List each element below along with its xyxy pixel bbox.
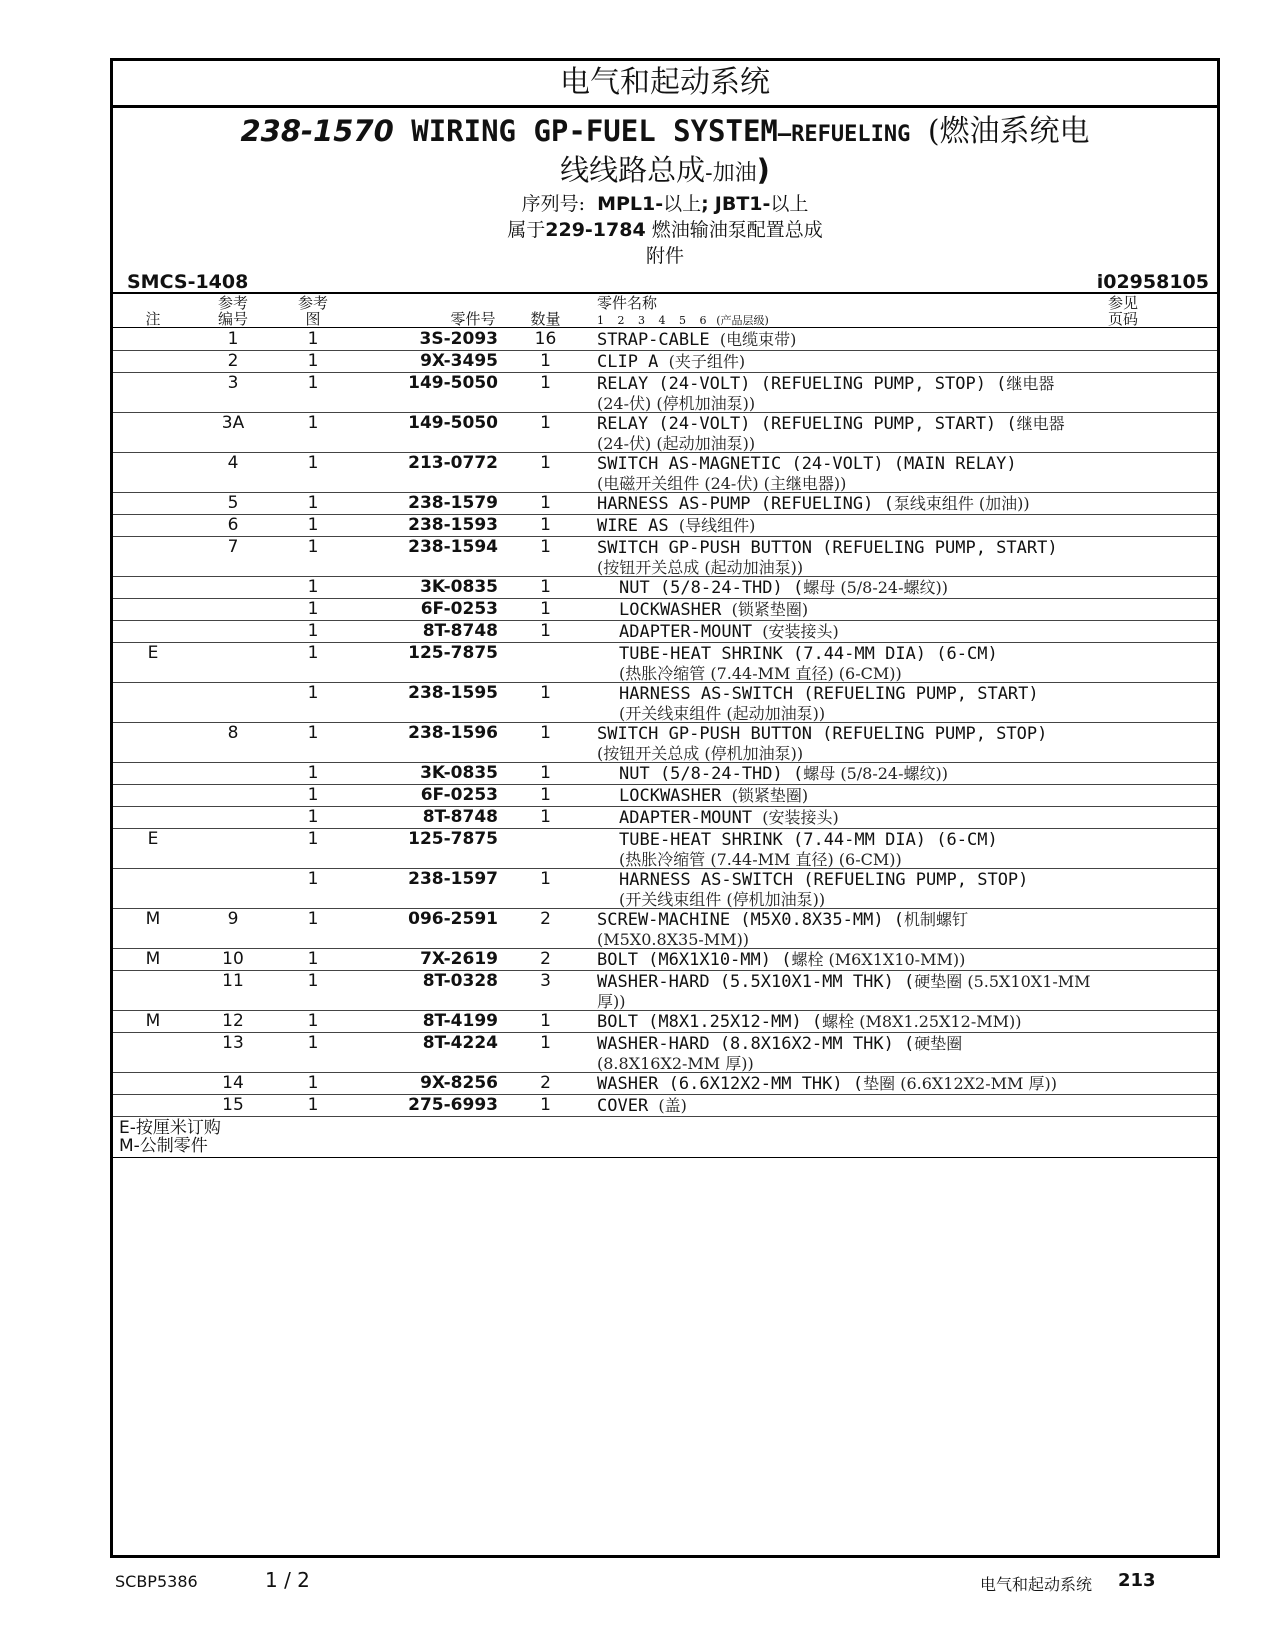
- part-number-cell: 3K-0835: [420, 577, 498, 597]
- title-cn-open: (燃油系统电: [927, 114, 1090, 149]
- part-number-cell: 125-7875: [408, 643, 498, 663]
- belongs-line: [113, 217, 1217, 243]
- description-en: RELAY (24-VOLT) (REFUELING PUMP, STOP) (: [597, 374, 1007, 394]
- quantity-cell: 1: [540, 373, 551, 393]
- description-en: HARNESS AS-SWITCH (REFUELING PUMP, STOP): [619, 870, 1029, 890]
- ref-number-cell: 12: [222, 1011, 244, 1031]
- description-cn-line2: (热胀冷缩管 (7.44-MM 直径) (6-CM)): [619, 850, 902, 869]
- table-row: [113, 515, 1217, 537]
- table-row: [113, 643, 1217, 683]
- ref-number-cell: 15: [222, 1095, 244, 1115]
- header-see-page: 参见 页码: [1107, 294, 1138, 328]
- description-cell: [597, 538, 1117, 577]
- description-en: HARNESS AS-PUMP (REFUELING) (: [597, 494, 894, 514]
- part-number-cell: 9X-3495: [420, 351, 498, 371]
- table-row: [113, 329, 1217, 351]
- part-number-cell: 149-5050: [408, 373, 498, 393]
- section-title: 电气和起动系统: [113, 61, 1217, 108]
- fig-cell: 1: [307, 829, 319, 849]
- note-cell: M: [145, 1011, 161, 1031]
- description-cell: [597, 1074, 1117, 1094]
- description-en: WASHER (6.6X12X2-MM THK) (: [597, 1074, 864, 1094]
- fig-cell: 1: [307, 577, 319, 597]
- ref-number-cell: 1: [227, 329, 239, 349]
- description-en: ADAPTER-MOUNT: [619, 808, 763, 828]
- description-cell: [619, 830, 1139, 869]
- fig-cell: 1: [307, 785, 319, 805]
- part-number-cell: 9X-8256: [420, 1073, 498, 1093]
- footer-page-number: 213: [1118, 1570, 1156, 1591]
- description-cn: 机制螺钉: [904, 910, 969, 929]
- description-en: TUBE-HEAT SHRINK (7.44-MM DIA) (6-CM): [619, 644, 998, 664]
- part-number-cell: 6F-0253: [420, 599, 498, 619]
- table-row: [113, 1073, 1217, 1095]
- page-frame: [110, 58, 1220, 1558]
- fig-cell: 1: [307, 723, 319, 743]
- description-cn-line2: (M5X0.8X35-MM)): [597, 930, 750, 949]
- header-ref: 参考 编号: [217, 294, 248, 328]
- description-cell: [619, 622, 1139, 642]
- ref-number-cell: 7: [227, 537, 239, 557]
- belongs-prefix: 属于: [507, 219, 546, 241]
- belongs-text: 燃油输油泵配置总成: [651, 219, 823, 241]
- description-cell: [597, 1096, 1117, 1116]
- title-cn-line2-tail: -加油: [705, 161, 757, 186]
- description-en: WIRE AS: [597, 516, 679, 536]
- part-number-cell: 275-6993: [408, 1095, 498, 1115]
- description-cell: [619, 600, 1139, 620]
- quantity-cell: 1: [540, 1095, 551, 1115]
- belongs-part: 229-1784: [545, 219, 646, 241]
- ref-number-cell: 14: [222, 1073, 244, 1093]
- table-row: [113, 621, 1217, 643]
- fig-cell: 1: [307, 599, 319, 619]
- part-number-cell: 238-1579: [408, 493, 498, 513]
- fig-cell: 1: [307, 493, 319, 513]
- serial-line: [113, 191, 1217, 217]
- description-cn: (电缆束带): [719, 330, 797, 349]
- fig-cell: 1: [307, 971, 319, 991]
- ref-number-cell: 6: [227, 515, 239, 535]
- part-number-cell: 8T-4224: [422, 1033, 498, 1053]
- title-close: ): [756, 153, 770, 187]
- table-row: [113, 949, 1217, 971]
- table-row: [113, 351, 1217, 373]
- header-qty: 数量: [530, 310, 561, 328]
- quantity-cell: 3: [540, 971, 551, 991]
- quantity-cell: 2: [540, 1073, 551, 1093]
- table-row: [113, 373, 1217, 413]
- fig-cell: 1: [307, 621, 319, 641]
- description-en: CLIP A: [597, 352, 669, 372]
- ref-number-cell: 10: [222, 949, 244, 969]
- description-cn: 硬垫圈 (5.5X10X1-MM: [914, 972, 1091, 991]
- attachment-line: 附件: [645, 245, 684, 267]
- part-number-cell: 238-1597: [408, 869, 498, 889]
- description-cell: [597, 330, 1117, 350]
- description-en: BOLT (M6X1X10-MM) (: [597, 950, 792, 970]
- description-cn-line2: 厚)): [597, 992, 626, 1011]
- fig-cell: 1: [307, 515, 319, 535]
- description-cell: [619, 644, 1139, 683]
- description-en: NUT (5/8-24-THD) (: [619, 764, 804, 784]
- fig-cell: 1: [307, 807, 319, 827]
- table-row: [113, 785, 1217, 807]
- table-row: [113, 909, 1217, 949]
- note-cell: M: [145, 909, 161, 929]
- quantity-cell: 1: [540, 351, 551, 371]
- ref-number-cell: 13: [222, 1033, 244, 1053]
- description-en: SWITCH GP-PUSH BUTTON (REFUELING PUMP, START): [597, 538, 1058, 558]
- description-cn-line2: (开关线束组件 (停机加油泵)): [619, 890, 826, 909]
- part-number-cell: 8T-4199: [422, 1011, 498, 1031]
- description-cn: 继电器: [1016, 414, 1065, 433]
- serial-jbt: JBT1-: [714, 193, 771, 215]
- description-en: SCREW-MACHINE (M5X0.8X35-MM) (: [597, 910, 905, 930]
- ref-number-cell: 9: [227, 909, 239, 929]
- quantity-cell: 16: [534, 329, 557, 349]
- part-number-cell: 3S-2093: [419, 329, 498, 349]
- quantity-cell: 1: [540, 683, 551, 703]
- ref-number-cell: 8: [227, 723, 239, 743]
- title-line1: [113, 113, 1217, 153]
- description-en: NUT (5/8-24-THD) (: [619, 578, 804, 598]
- quantity-cell: 1: [540, 493, 551, 513]
- quantity-cell: 1: [540, 1033, 551, 1053]
- ref-number-cell: 4: [227, 453, 239, 473]
- part-number-cell: 7X-2619: [420, 949, 498, 969]
- title-cn-line2: 线线路总成: [560, 153, 706, 187]
- table-row: [113, 807, 1217, 829]
- table-row: [113, 537, 1217, 577]
- fig-cell: 1: [307, 1033, 319, 1053]
- fig-cell: 1: [307, 413, 319, 433]
- serial-mpl: MPL1-: [597, 193, 664, 215]
- table-row: [113, 683, 1217, 723]
- title-sub: —REFUELING: [777, 122, 911, 147]
- description-cell: [597, 374, 1117, 413]
- part-number-cell: 149-5050: [408, 413, 498, 433]
- quantity-cell: 1: [540, 763, 551, 783]
- description-en: WASHER-HARD (8.8X16X2-MM THK) (: [597, 1034, 915, 1054]
- description-cn-line2: (24-伏) (停机加油泵)): [597, 394, 756, 413]
- description-cell: [619, 808, 1139, 828]
- part-number-cell: 8T-0328: [422, 971, 498, 991]
- description-cn: 泵线束组件 (加油)): [893, 494, 1030, 513]
- part-number-cell: 125-7875: [408, 829, 498, 849]
- part-number-cell: 3K-0835: [420, 763, 498, 783]
- description-cell: [597, 910, 1117, 949]
- title-name: WIRING GP-FUEL SYSTEM: [411, 114, 778, 148]
- quantity-cell: 1: [540, 621, 551, 641]
- description-cn-line2: (8.8X16X2-MM 厚)): [597, 1054, 754, 1073]
- description-cell: [619, 684, 1139, 723]
- note-m: M-公制零件: [119, 1136, 208, 1156]
- table-row: [113, 453, 1217, 493]
- quantity-cell: 1: [540, 599, 551, 619]
- fig-cell: 1: [307, 949, 319, 969]
- header-part: 零件号: [450, 310, 496, 328]
- quantity-cell: 1: [540, 723, 551, 743]
- description-cell: [597, 1012, 1117, 1032]
- header-fig: 参考 图: [297, 294, 328, 328]
- fig-cell: 1: [307, 909, 319, 929]
- part-number-cell: 8T-8748: [422, 807, 498, 827]
- description-cn: (安装接头): [762, 622, 839, 641]
- fig-cell: 1: [307, 537, 319, 557]
- description-cn-line2: (24-伏) (起动加油泵)): [597, 434, 756, 453]
- serial-label: 序列号:: [521, 193, 585, 215]
- quantity-cell: 1: [540, 807, 551, 827]
- table-row: [113, 493, 1217, 515]
- parts-table: [113, 329, 1217, 1117]
- fig-cell: 1: [307, 351, 319, 371]
- table-row: [113, 869, 1217, 909]
- table-row: [113, 971, 1217, 1011]
- header-bottom-rule: [113, 327, 1217, 328]
- description-cell: [597, 494, 1117, 514]
- description-cell: [619, 786, 1139, 806]
- table-row: [113, 829, 1217, 869]
- fig-cell: 1: [307, 643, 319, 663]
- quantity-cell: 2: [540, 949, 551, 969]
- ref-number-cell: 5: [227, 493, 239, 513]
- header-top-rule: [113, 292, 1217, 294]
- ref-number-cell: 3A: [221, 413, 245, 433]
- description-cn-line2: (按钮开关总成 (停机加油泵)): [597, 744, 804, 763]
- description-cn: (导线组件): [678, 516, 756, 535]
- description-cn-line2: (按钮开关总成 (起动加油泵)): [597, 558, 804, 577]
- description-en: ADAPTER-MOUNT: [619, 622, 763, 642]
- description-en: LOCKWASHER: [619, 786, 732, 806]
- description-cn: (盖): [658, 1096, 687, 1115]
- description-cell: [597, 516, 1117, 536]
- fig-cell: 1: [307, 453, 319, 473]
- table-row: [113, 577, 1217, 599]
- title-part-number: 238-1570: [240, 114, 394, 148]
- description-cell: [619, 764, 1139, 784]
- quantity-cell: 2: [540, 909, 551, 929]
- description-cn: 螺栓 (M8X1.25X12-MM)): [822, 1012, 1022, 1031]
- note-cell: E: [147, 643, 159, 663]
- quantity-cell: 1: [540, 413, 551, 433]
- part-number-cell: 238-1593: [408, 515, 498, 535]
- fig-cell: 1: [307, 683, 319, 703]
- fig-cell: 1: [307, 1011, 319, 1031]
- description-cell: [619, 870, 1139, 909]
- ref-number-cell: 3: [227, 373, 239, 393]
- part-number-cell: 8T-8748: [422, 621, 498, 641]
- serial-mpl-tail: 以上: [663, 193, 702, 215]
- description-cn: (安装接头): [762, 808, 839, 827]
- quantity-cell: 1: [540, 515, 551, 535]
- description-en: SWITCH AS-MAGNETIC (24-VOLT) (MAIN RELAY): [597, 454, 1017, 474]
- part-number-cell: 238-1595: [408, 683, 498, 703]
- description-cell: [597, 352, 1117, 372]
- serial-sep: ;: [701, 193, 709, 215]
- quantity-cell: 1: [540, 785, 551, 805]
- table-row: [113, 723, 1217, 763]
- description-cn: 螺母 (5/8-24-螺纹)): [803, 764, 948, 783]
- title-line2: [113, 153, 1217, 191]
- description-cn: (夹子组件): [668, 352, 746, 371]
- table-row: [113, 1011, 1217, 1033]
- description-en: BOLT (M8X1.25X12-MM) (: [597, 1012, 823, 1032]
- header-desc: 零件名称 1 2 3 4 5 6 (产品层级): [597, 294, 769, 327]
- table-row: [113, 1033, 1217, 1073]
- note-cell: M: [145, 949, 161, 969]
- footer-section: 电气和起动系统: [980, 1575, 1093, 1594]
- header-note: 注: [145, 310, 161, 328]
- description-en: COVER: [597, 1096, 659, 1116]
- description-cn-line2: (电磁开关组件 (24-伏) (主继电器)): [597, 474, 847, 493]
- description-cell: [619, 578, 1139, 598]
- description-cn: 螺母 (5/8-24-螺纹)): [803, 578, 948, 597]
- description-cell: [597, 454, 1117, 493]
- quantity-cell: 1: [540, 453, 551, 473]
- description-cn: 继电器: [1006, 374, 1055, 393]
- description-en: HARNESS AS-SWITCH (REFUELING PUMP, START): [619, 684, 1039, 704]
- part-number-cell: 6F-0253: [420, 785, 498, 805]
- description-en: RELAY (24-VOLT) (REFUELING PUMP, START) (: [597, 414, 1017, 434]
- fig-cell: 1: [307, 1095, 319, 1115]
- part-number-cell: 213-0772: [408, 453, 498, 473]
- table-row: [113, 413, 1217, 453]
- description-cn: 垫圈 (6.6X12X2-MM 厚)): [863, 1074, 1057, 1093]
- description-en: WASHER-HARD (5.5X10X1-MM THK) (: [597, 972, 915, 992]
- illustration-id: i02958105: [1096, 271, 1209, 293]
- quantity-cell: 1: [540, 537, 551, 557]
- quantity-cell: 1: [540, 577, 551, 597]
- description-cn: (锁紧垫圈): [731, 600, 809, 619]
- quantity-cell: 1: [540, 1011, 551, 1031]
- note-cell: E: [147, 829, 159, 849]
- fig-cell: 1: [307, 373, 319, 393]
- description-cn: (锁紧垫圈): [731, 786, 809, 805]
- part-number-cell: 096-2591: [408, 909, 498, 929]
- fig-cell: 1: [307, 1073, 319, 1093]
- ref-number-cell: 11: [222, 971, 244, 991]
- part-number-cell: 238-1594: [408, 537, 498, 557]
- fig-cell: 1: [307, 869, 319, 889]
- notes-rule: [113, 1157, 1217, 1158]
- description-en: TUBE-HEAT SHRINK (7.44-MM DIA) (6-CM): [619, 830, 998, 850]
- description-cn-line2: (热胀冷缩管 (7.44-MM 直径) (6-CM)): [619, 664, 902, 683]
- footer-page-of: 1 / 2: [265, 1568, 310, 1592]
- order-notes: [119, 1119, 221, 1155]
- table-row: [113, 599, 1217, 621]
- fig-cell: 1: [307, 329, 319, 349]
- description-en: STRAP-CABLE: [597, 330, 720, 350]
- note-e: E-按厘米订购: [119, 1118, 221, 1138]
- description-en: LOCKWASHER: [619, 600, 732, 620]
- description-cell: [597, 972, 1117, 1011]
- description-cell: [597, 414, 1117, 453]
- smcs-code: SMCS-1408: [127, 271, 249, 293]
- main-title: [113, 113, 1217, 269]
- description-cell: [597, 1034, 1117, 1073]
- description-cn-line2: (开关线束组件 (起动加油泵)): [619, 704, 826, 723]
- description-cell: [597, 950, 1117, 970]
- ref-number-cell: 2: [227, 351, 239, 371]
- part-number-cell: 238-1596: [408, 723, 498, 743]
- table-row: [113, 1095, 1217, 1117]
- description-cn: 硬垫圈: [914, 1034, 963, 1053]
- description-cell: [597, 724, 1117, 763]
- description-cn: 螺栓 (M6X1X10-MM)): [791, 950, 966, 969]
- table-row: [113, 763, 1217, 785]
- description-en: SWITCH GP-PUSH BUTTON (REFUELING PUMP, STOP): [597, 724, 1048, 744]
- quantity-cell: 1: [540, 869, 551, 889]
- serial-jbt-tail: 以上: [770, 193, 809, 215]
- footer-doc: SCBP5386: [115, 1572, 198, 1591]
- fig-cell: 1: [307, 763, 319, 783]
